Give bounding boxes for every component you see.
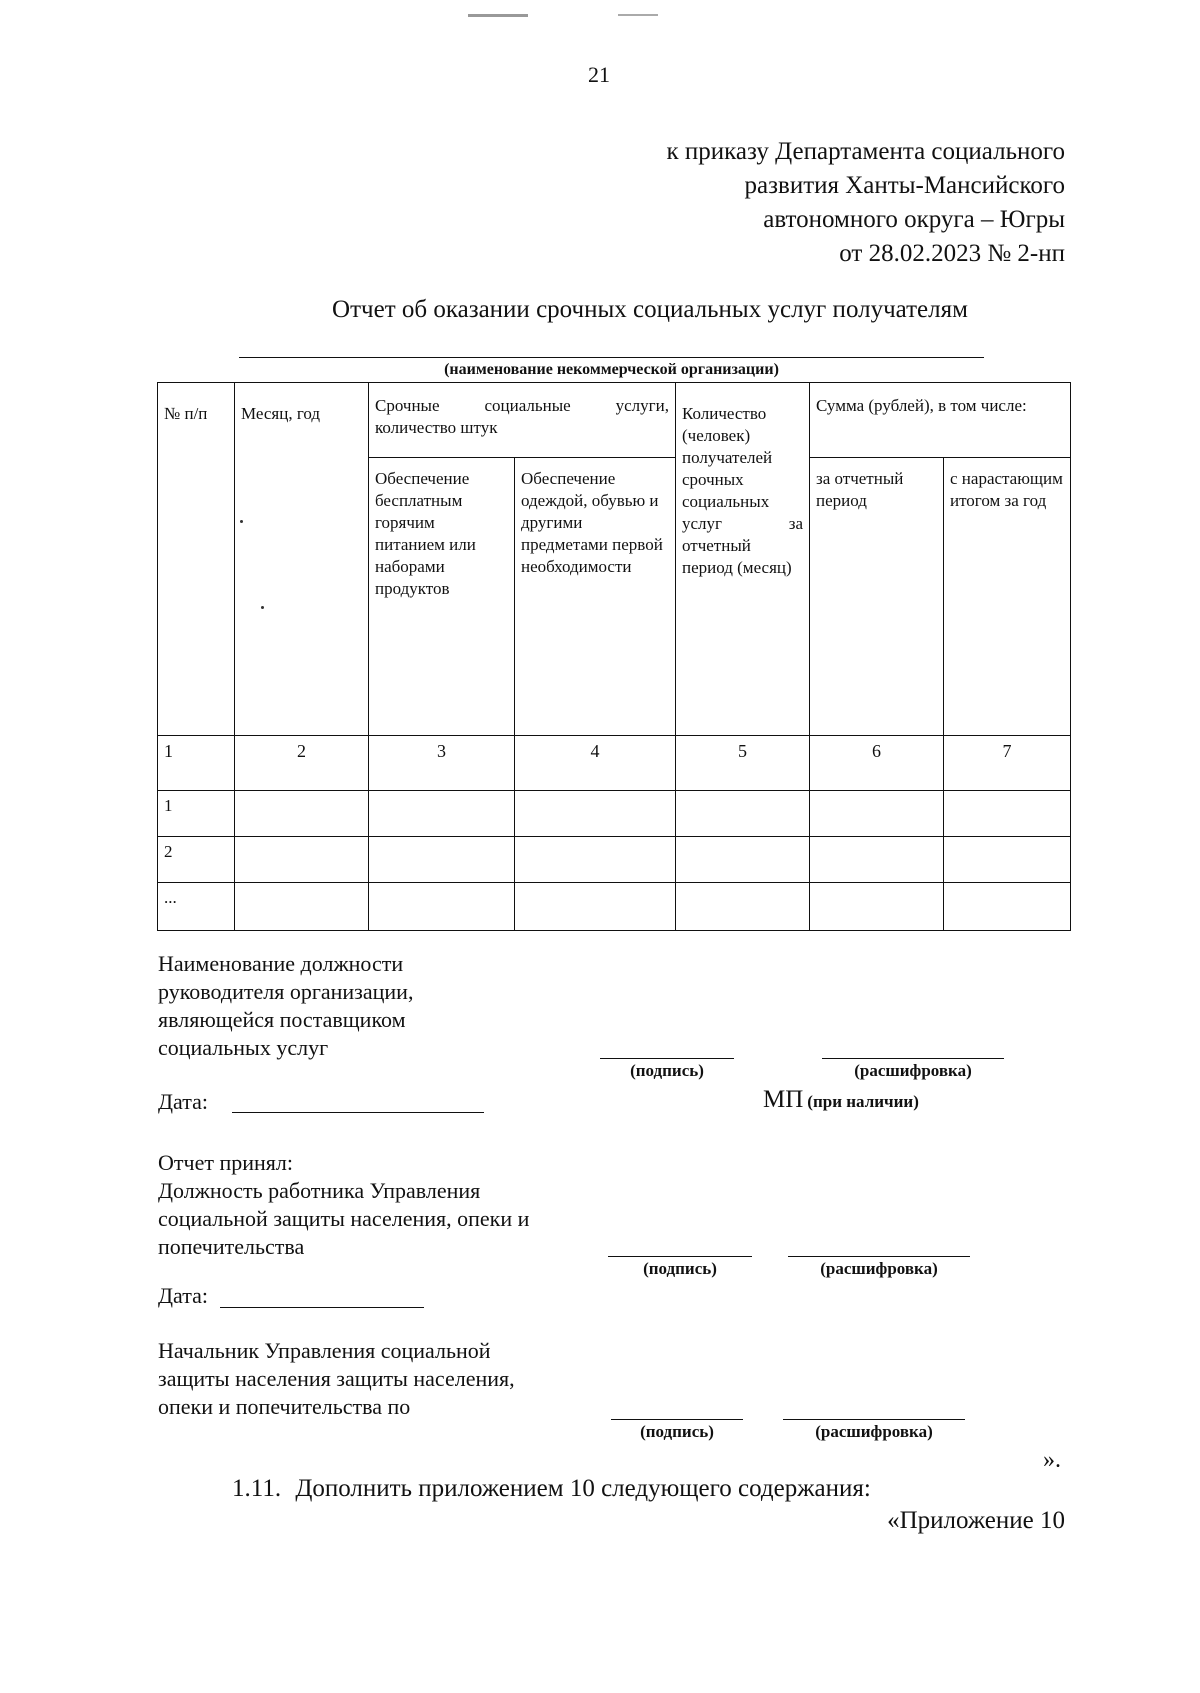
accepted-by bbox=[158, 1149, 529, 1261]
signature-caption: (подпись) bbox=[643, 1259, 717, 1278]
table-row bbox=[158, 883, 1071, 931]
table-row bbox=[158, 837, 1071, 883]
position-line: Наименование должности bbox=[158, 951, 404, 976]
decode-line bbox=[822, 1058, 1004, 1059]
position-line: являющейся поставщиком bbox=[158, 1007, 406, 1032]
decode-caption: (расшифровка) bbox=[854, 1061, 972, 1080]
amendment-item bbox=[232, 1475, 871, 1503]
row-number: 1 bbox=[158, 791, 235, 837]
table-cell bbox=[810, 837, 944, 883]
accepted-line: Отчет принял: bbox=[158, 1150, 293, 1175]
org-name-caption: (наименование некоммерческой организации) bbox=[444, 361, 779, 378]
date-label: Дата: bbox=[158, 1089, 208, 1114]
table-cell bbox=[515, 791, 676, 837]
table-cell bbox=[676, 883, 810, 931]
stamp-place bbox=[763, 1086, 919, 1114]
column-number: 7 bbox=[944, 736, 1071, 791]
table-cell bbox=[944, 837, 1071, 883]
header-clothes: Обеспечение одеждой, обувью и другими предметами первой необходимости bbox=[515, 458, 676, 736]
head-line: защиты населения защиты населения, bbox=[158, 1366, 515, 1391]
report-title: Отчет об оказании срочных социальных услуг получателям bbox=[332, 296, 968, 323]
org-name-line bbox=[239, 357, 984, 358]
table-cell bbox=[944, 791, 1071, 837]
column-number: 5 bbox=[676, 736, 810, 791]
report-table bbox=[157, 382, 1071, 931]
order-line: к приказу Департамента социального bbox=[666, 138, 1065, 165]
mp-label: МП bbox=[763, 1086, 804, 1113]
row-number: 2 bbox=[158, 837, 235, 883]
scan-speck bbox=[468, 14, 528, 17]
accepted-line: Должность работника Управления bbox=[158, 1178, 481, 1203]
scan-speck bbox=[618, 14, 658, 16]
column-number: 6 bbox=[810, 736, 944, 791]
date-label: Дата: bbox=[158, 1283, 208, 1308]
header-cumulative: с нарастающим итогом за год bbox=[944, 458, 1071, 736]
column-number: 2 bbox=[235, 736, 369, 791]
header-count bbox=[676, 383, 810, 736]
header-services bbox=[369, 383, 676, 458]
head-line: Начальник Управления социальной bbox=[158, 1338, 491, 1363]
column-number: 1 bbox=[158, 736, 235, 791]
mp-note: (при наличии) bbox=[807, 1092, 919, 1111]
head-line: опеки и попечительства по bbox=[158, 1394, 411, 1419]
order-reference bbox=[545, 135, 1065, 271]
decode-line bbox=[783, 1419, 965, 1420]
date-line bbox=[232, 1112, 484, 1113]
header-num: № п/п bbox=[158, 383, 235, 736]
closing-quote: ». bbox=[1043, 1447, 1061, 1473]
accepted-line: попечительства bbox=[158, 1234, 305, 1259]
header-services-word: услуги, bbox=[615, 396, 669, 415]
header-sum: Сумма (рублей), в том числе: bbox=[810, 383, 1071, 458]
table-cell bbox=[369, 883, 515, 931]
position-line: руководителя организации, bbox=[158, 979, 414, 1004]
table-cell bbox=[676, 791, 810, 837]
table-row bbox=[158, 791, 1071, 837]
signature-line bbox=[600, 1058, 734, 1059]
table-cell bbox=[810, 883, 944, 931]
department-head bbox=[158, 1337, 515, 1421]
column-number: 3 bbox=[369, 736, 515, 791]
order-line: развития Ханты-Мансийского bbox=[744, 172, 1065, 199]
decode-caption: (расшифровка) bbox=[815, 1422, 933, 1441]
item-number: 1.11. bbox=[232, 1475, 282, 1502]
signature-line bbox=[611, 1419, 743, 1420]
order-line: от 28.02.2023 № 2-нп bbox=[839, 240, 1065, 267]
order-line: автономного округа – Югры bbox=[763, 206, 1065, 233]
appendix-heading: «Приложение 10 bbox=[887, 1507, 1065, 1534]
header-services-word: социальные bbox=[484, 396, 571, 415]
header-services-word: Срочные bbox=[375, 396, 440, 415]
header-services-line2: количество штук bbox=[375, 418, 498, 437]
table-cell bbox=[235, 837, 369, 883]
item-text: Дополнить приложением 10 следующего содержания: bbox=[295, 1475, 871, 1502]
page-number: 21 bbox=[588, 62, 610, 87]
header-count-text: отчетный период (месяц) bbox=[682, 536, 792, 577]
header-count-word: за bbox=[788, 514, 803, 533]
decode-caption: (расшифровка) bbox=[820, 1259, 938, 1278]
table-cell bbox=[944, 883, 1071, 931]
position-line: социальных услуг bbox=[158, 1035, 329, 1060]
table-cell bbox=[515, 837, 676, 883]
signature-caption: (подпись) bbox=[640, 1422, 714, 1441]
table-cell bbox=[369, 837, 515, 883]
provider-head-position bbox=[158, 950, 413, 1062]
table-cell bbox=[369, 791, 515, 837]
date-line bbox=[220, 1307, 424, 1308]
signature-line bbox=[608, 1256, 752, 1257]
row-number: ... bbox=[158, 883, 235, 931]
decode-line bbox=[788, 1256, 970, 1257]
signature-caption: (подпись) bbox=[630, 1061, 704, 1080]
header-count-word: услуг bbox=[682, 514, 723, 533]
header-period: за отчетный период bbox=[810, 458, 944, 736]
table-cell bbox=[515, 883, 676, 931]
column-number: 4 bbox=[515, 736, 676, 791]
table-cell bbox=[235, 791, 369, 837]
table-cell bbox=[235, 883, 369, 931]
header-food: Обеспечение бесплатным горячим питанием или наборами продуктов bbox=[369, 458, 515, 736]
header-count-text: Количество (человек) получателей срочных социальных bbox=[682, 404, 773, 511]
accepted-line: социальной защиты населения, опеки и bbox=[158, 1206, 530, 1231]
header-month: Месяц, год bbox=[235, 383, 369, 736]
table-cell bbox=[676, 837, 810, 883]
table-cell bbox=[810, 791, 944, 837]
